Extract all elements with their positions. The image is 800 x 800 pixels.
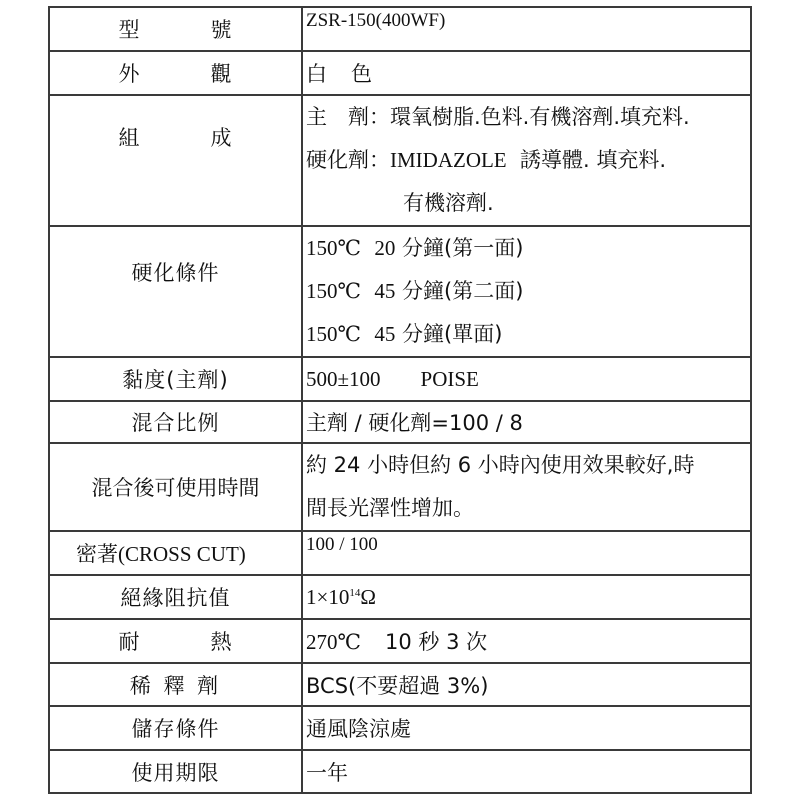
cure-3-note: (單面) — [444, 322, 503, 346]
label-appearance — [49, 51, 302, 95]
spec-row-thinner — [49, 663, 751, 706]
cure-line-1 — [306, 227, 750, 270]
spec-row-shelf-life — [49, 750, 751, 793]
cure-2-note: (第二面) — [444, 279, 524, 303]
cure-2-temp: 150℃ — [306, 279, 361, 303]
label-heat-char-1: 耐 — [118, 630, 141, 654]
label-viscosity: 黏度(主劑) — [49, 357, 302, 401]
label-pot-life: 混合後可使用時間 — [49, 443, 302, 531]
hardener-colon: ： — [369, 148, 390, 172]
label-composition-char-1: 組 — [118, 126, 141, 150]
value-model — [302, 7, 751, 51]
value-appearance-char-1: 白 — [306, 62, 327, 86]
value-model-text: ZSR-150(400WF) — [306, 10, 446, 31]
label-storage: 儲存條件 — [49, 706, 302, 750]
insulation-exponent: 14 — [349, 586, 361, 599]
label-adhesion-cjk: 密著 — [76, 542, 118, 566]
pot-life-line-2: 間長光澤性增加。 — [306, 496, 474, 520]
value-appearance — [302, 51, 751, 95]
spec-row-insulation — [49, 575, 751, 619]
label-model-char-1: 型 — [118, 18, 141, 42]
label-thinner: 稀 釋 劑 — [49, 663, 302, 706]
value-storage: 通風陰涼處 — [302, 706, 751, 750]
label-composition-char-2: 成 — [210, 126, 233, 150]
hardener-latin: IMIDAZOLE — [390, 148, 507, 172]
label-adhesion — [49, 531, 302, 575]
main-agent-value: ：環氧樹脂.色料.有機溶劑.填充料. — [369, 105, 690, 129]
label-mix-ratio: 混合比例 — [49, 401, 302, 443]
label-model-char-2: 號 — [210, 18, 233, 42]
value-pot-life — [302, 443, 751, 531]
product-spec-table — [48, 6, 752, 794]
label-appearance-char-2: 觀 — [210, 62, 233, 86]
cure-1-temp: 150℃ — [306, 236, 361, 260]
main-agent-label: 主 劑 — [306, 105, 369, 129]
label-shelf-life: 使用期限 — [49, 750, 302, 793]
insulation-base: 1×10 — [306, 584, 350, 609]
spec-row-pot-life — [49, 443, 751, 531]
value-viscosity — [302, 357, 751, 401]
value-composition — [302, 95, 751, 226]
value-heat-resistance — [302, 619, 751, 663]
heat-duration: 10 秒 3 次 — [385, 630, 488, 654]
label-heat-char-2: 熱 — [210, 630, 233, 654]
value-appearance-char-2: 色 — [351, 62, 372, 86]
pot-life-line-1: 約 24 小時但約 6 小時內使用效果較好,時 — [306, 453, 695, 477]
cure-1-note: (第一面) — [444, 236, 524, 260]
label-cure: 硬化條件 — [49, 226, 302, 357]
value-mix-ratio: 主劑 / 硬化劑=100 / 8 — [302, 401, 751, 443]
cure-line-3 — [306, 313, 750, 356]
composition-hardener-cont: 有機溶劑. — [403, 191, 494, 215]
label-adhesion-latin: (CROSS CUT) — [118, 542, 246, 566]
cure-3-unit: 分鐘 — [402, 322, 445, 346]
value-thinner: BCS(不要超過 3%) — [302, 663, 751, 706]
cure-2-minutes: 45 — [374, 279, 396, 303]
value-cure — [302, 226, 751, 357]
label-heat-resistance — [49, 619, 302, 663]
viscosity-number: 500±100 — [306, 366, 381, 391]
value-adhesion-text: 100 / 100 — [306, 534, 378, 555]
composition-main-agent — [306, 96, 750, 139]
spec-row-adhesion — [49, 531, 751, 575]
spec-row-viscosity — [49, 357, 751, 401]
value-insulation — [302, 575, 751, 619]
spec-row-heat-resistance — [49, 619, 751, 663]
cure-2-unit: 分鐘 — [402, 279, 445, 303]
value-shelf-life: 一年 — [302, 750, 751, 793]
viscosity-unit: POISE — [420, 366, 479, 391]
spec-row-storage — [49, 706, 751, 750]
cure-3-temp: 150℃ — [306, 322, 361, 346]
composition-hardener — [306, 139, 750, 182]
label-appearance-char-1: 外 — [118, 62, 141, 86]
spec-row-appearance — [49, 51, 751, 95]
value-adhesion — [302, 531, 751, 575]
cure-1-unit: 分鐘 — [402, 236, 445, 260]
cure-3-minutes: 45 — [374, 322, 396, 346]
heat-temp: 270℃ — [306, 630, 361, 654]
label-composition — [49, 95, 302, 226]
cure-1-minutes: 20 — [374, 236, 396, 260]
hardener-label: 硬化劑 — [306, 148, 369, 172]
label-model — [49, 7, 302, 51]
hardener-rest: 誘導體. 填充料. — [520, 148, 667, 172]
spec-row-model — [49, 7, 751, 51]
ohm-symbol: Ω — [360, 584, 376, 609]
spec-row-composition — [49, 95, 751, 226]
spec-row-cure — [49, 226, 751, 357]
spec-row-mix-ratio — [49, 401, 751, 443]
label-insulation: 絕緣阻抗值 — [49, 575, 302, 619]
cure-line-2 — [306, 270, 750, 313]
